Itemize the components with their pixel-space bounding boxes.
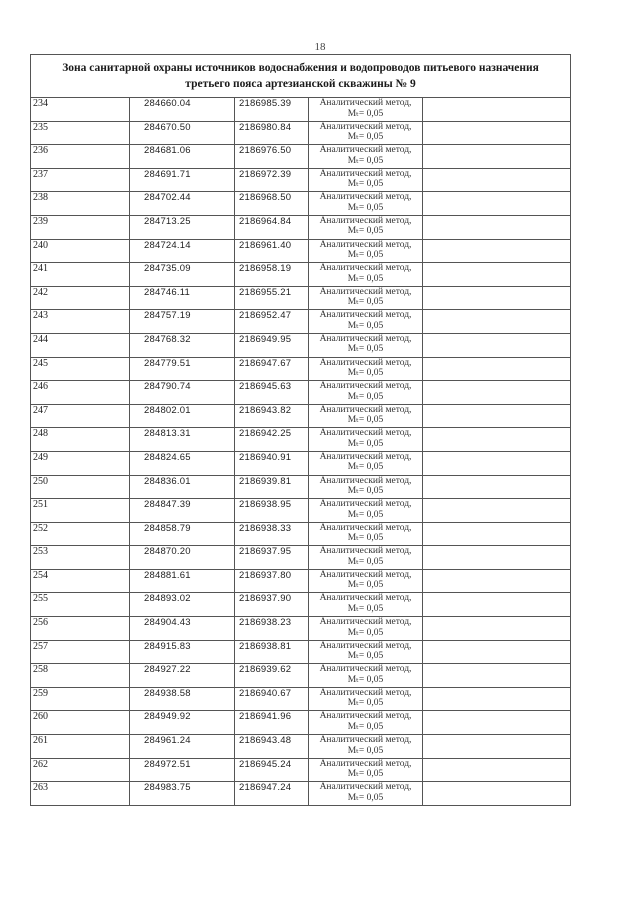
method-cell [309,711,423,735]
empty-cell [423,475,571,499]
table-row [31,569,571,593]
coordinate-y: 2186940.67 [235,687,309,711]
accuracy-value: Mₜ= 0,05 [347,509,384,520]
accuracy-value: Mₜ= 0,05 [347,179,384,190]
method-label: Аналитический метод, [319,711,412,722]
coordinate-x: 284713.25 [130,215,235,239]
table-row [31,782,571,806]
empty-cell [423,758,571,782]
method-cell [309,404,423,428]
accuracy-value: Mₜ= 0,05 [347,792,384,803]
coordinate-y: 2186938.95 [235,499,309,523]
point-number: 248 [31,428,130,452]
coordinate-y: 2186945.63 [235,381,309,405]
coordinate-x: 284927.22 [130,664,235,688]
method-cell [309,522,423,546]
table-row [31,428,571,452]
accuracy-value: Mₜ= 0,05 [347,273,384,284]
table-row [31,593,571,617]
point-number: 258 [31,664,130,688]
method-label: Аналитический метод, [319,546,412,557]
table-row [31,381,571,405]
empty-cell [423,499,571,523]
accuracy-value: Mₜ= 0,05 [347,226,384,237]
method-label: Аналитический метод, [319,239,412,250]
method-label: Аналитический метод, [319,215,412,226]
accuracy-value: Mₜ= 0,05 [347,155,384,166]
method-label: Аналитический метод, [319,404,412,415]
method-cell [309,640,423,664]
empty-cell [423,168,571,192]
point-number: 239 [31,215,130,239]
coordinate-y: 2186938.81 [235,640,309,664]
coordinate-x: 284746.11 [130,286,235,310]
table-row [31,687,571,711]
empty-cell [423,711,571,735]
point-number: 245 [31,357,130,381]
empty-cell [423,215,571,239]
empty-cell [423,381,571,405]
empty-cell [423,522,571,546]
empty-cell [423,310,571,334]
coordinate-y: 2186961.40 [235,239,309,263]
coordinate-x: 284893.02 [130,593,235,617]
coordinate-y: 2186937.80 [235,569,309,593]
table-title: Зона санитарной охраны источников водоснабжения и водопроводов питьевого назначения третьего пояса артезианской скважины № 9 [31,55,571,98]
method-cell [309,215,423,239]
method-label: Аналитический метод, [319,593,412,604]
empty-cell [423,286,571,310]
table-row [31,499,571,523]
accuracy-value: Mₜ= 0,05 [347,391,384,402]
empty-cell [423,428,571,452]
method-label: Аналитический метод, [319,286,412,297]
accuracy-value: Mₜ= 0,05 [347,297,384,308]
accuracy-value: Mₜ= 0,05 [347,415,384,426]
table-row [31,98,571,122]
table-row [31,145,571,169]
accuracy-value: Mₜ= 0,05 [347,603,384,614]
empty-cell [423,546,571,570]
method-cell [309,239,423,263]
empty-cell [423,687,571,711]
empty-cell [423,664,571,688]
point-number: 234 [31,98,130,122]
method-cell [309,121,423,145]
accuracy-value: Mₜ= 0,05 [347,368,384,379]
coordinate-x: 284735.09 [130,263,235,287]
accuracy-value: Mₜ= 0,05 [347,769,384,780]
coordinate-x: 284824.65 [130,451,235,475]
method-label: Аналитический метод, [319,310,412,321]
empty-cell [423,145,571,169]
method-label: Аналитический метод, [319,617,412,628]
accuracy-value: Mₜ= 0,05 [347,533,384,544]
coordinate-x: 284779.51 [130,357,235,381]
coordinate-x: 284724.14 [130,239,235,263]
coordinate-x: 284768.32 [130,333,235,357]
coordinate-y: 2186947.24 [235,782,309,806]
empty-cell [423,404,571,428]
method-cell [309,569,423,593]
coordinate-y: 2186949.95 [235,333,309,357]
point-number: 262 [31,758,130,782]
table-row [31,451,571,475]
table-row [31,617,571,641]
method-label: Аналитический метод, [319,168,412,179]
table-row [31,735,571,759]
accuracy-value: Mₜ= 0,05 [347,486,384,496]
coordinate-y: 2186955.21 [235,286,309,310]
accuracy-value: Mₜ= 0,05 [347,202,384,213]
coordinate-y: 2186939.81 [235,475,309,499]
table-row [31,475,571,499]
method-label: Аналитический метод, [319,687,412,698]
coordinate-y: 2186938.23 [235,617,309,641]
method-label: Аналитический метод, [319,640,412,651]
table-row [31,239,571,263]
method-cell [309,333,423,357]
table-row [31,263,571,287]
coordinate-x: 284847.39 [130,499,235,523]
accuracy-value: Mₜ= 0,05 [347,132,384,143]
point-number: 256 [31,617,130,641]
method-label: Аналитический метод, [319,98,412,108]
point-number: 261 [31,735,130,759]
method-cell [309,145,423,169]
method-label: Аналитический метод, [319,475,412,486]
accuracy-value: Mₜ= 0,05 [347,250,384,261]
method-cell [309,168,423,192]
coordinate-x: 284691.71 [130,168,235,192]
coordinate-y: 2186952.47 [235,310,309,334]
coordinate-y: 2186942.25 [235,428,309,452]
method-label: Аналитический метод, [319,782,412,793]
point-number: 259 [31,687,130,711]
table-row [31,404,571,428]
coordinate-y: 2186940.91 [235,451,309,475]
coordinate-x: 284938.58 [130,687,235,711]
method-cell [309,593,423,617]
coordinate-y: 2186943.82 [235,404,309,428]
accuracy-value: Mₜ= 0,05 [347,108,384,119]
method-cell [309,617,423,641]
coordinate-y: 2186985.39 [235,98,309,122]
coordinate-y: 2186937.95 [235,546,309,570]
coordinate-x: 284660.04 [130,98,235,122]
method-cell [309,664,423,688]
table-row [31,711,571,735]
method-label: Аналитический метод, [319,121,412,132]
accuracy-value: Mₜ= 0,05 [347,462,384,473]
point-number: 238 [31,192,130,216]
point-number: 254 [31,569,130,593]
coordinate-x: 284836.01 [130,475,235,499]
coordinate-x: 284757.19 [130,310,235,334]
method-label: Аналитический метод, [319,333,412,344]
accuracy-value: Mₜ= 0,05 [347,344,384,355]
point-number: 240 [31,239,130,263]
coordinate-x: 284681.06 [130,145,235,169]
page-number: 18 [314,41,326,53]
point-number: 255 [31,593,130,617]
table-row [31,310,571,334]
method-cell [309,499,423,523]
method-cell [309,735,423,759]
table-row [31,357,571,381]
point-number: 252 [31,522,130,546]
empty-cell [423,192,571,216]
coordinate-y: 2186968.50 [235,192,309,216]
method-label: Аналитический метод, [319,758,412,769]
point-number: 235 [31,121,130,145]
point-number: 251 [31,499,130,523]
point-number: 237 [31,168,130,192]
method-cell [309,758,423,782]
table-row [31,640,571,664]
method-cell [309,687,423,711]
method-label: Аналитический метод, [319,735,412,746]
empty-cell [423,239,571,263]
table-row [31,758,571,782]
accuracy-value: Mₜ= 0,05 [347,580,384,591]
empty-cell [423,782,571,806]
coordinate-y: 2186939.62 [235,664,309,688]
accuracy-value: Mₜ= 0,05 [347,556,384,567]
point-number: 260 [31,711,130,735]
coordinate-y: 2186943.48 [235,735,309,759]
point-number: 244 [31,333,130,357]
method-label: Аналитический метод, [319,451,412,462]
table-row [31,215,571,239]
coordinate-x: 284881.61 [130,569,235,593]
coordinate-x: 284790.74 [130,381,235,405]
coordinate-x: 284670.50 [130,121,235,145]
method-cell [309,357,423,381]
empty-cell [423,569,571,593]
point-number: 257 [31,640,130,664]
coordinate-x: 284983.75 [130,782,235,806]
method-label: Аналитический метод, [319,522,412,533]
accuracy-value: Mₜ= 0,05 [347,627,384,638]
method-cell [309,451,423,475]
coordinate-x: 284904.43 [130,617,235,641]
method-cell [309,98,423,122]
accuracy-value: Mₜ= 0,05 [347,651,384,662]
coordinate-y: 2186972.39 [235,168,309,192]
coordinate-y: 2186945.24 [235,758,309,782]
table-header-row [31,55,571,98]
coordinates-table [30,54,571,806]
coordinate-x: 284702.44 [130,192,235,216]
point-number: 241 [31,263,130,287]
coordinate-y: 2186976.50 [235,145,309,169]
coordinate-y: 2186937.90 [235,593,309,617]
point-number: 263 [31,782,130,806]
coordinate-x: 284961.24 [130,735,235,759]
method-cell [309,381,423,405]
method-cell [309,546,423,570]
point-number: 236 [31,145,130,169]
method-cell [309,192,423,216]
point-number: 243 [31,310,130,334]
method-cell [309,782,423,806]
method-label: Аналитический метод, [319,664,412,675]
table-row [31,522,571,546]
method-cell [309,286,423,310]
coordinate-x: 284858.79 [130,522,235,546]
accuracy-value: Mₜ= 0,05 [347,438,384,449]
coordinate-y: 2186938.33 [235,522,309,546]
accuracy-value: Mₜ= 0,05 [347,745,384,756]
empty-cell [423,263,571,287]
empty-cell [423,333,571,357]
accuracy-value: Mₜ= 0,05 [347,698,384,709]
empty-cell [423,617,571,641]
point-number: 246 [31,381,130,405]
point-number: 249 [31,451,130,475]
table-row [31,121,571,145]
table-row [31,546,571,570]
coordinate-y: 2186964.84 [235,215,309,239]
coordinate-x: 284870.20 [130,546,235,570]
method-label: Аналитический метод, [319,145,412,156]
accuracy-value: Mₜ= 0,05 [347,674,384,685]
method-label: Аналитический метод, [319,357,412,368]
table-row [31,333,571,357]
coordinate-y: 2186947.67 [235,357,309,381]
coordinate-y: 2186941.96 [235,711,309,735]
accuracy-value: Mₜ= 0,05 [347,320,384,331]
coordinate-y: 2186980.84 [235,121,309,145]
method-cell [309,310,423,334]
empty-cell [423,640,571,664]
method-cell [309,263,423,287]
coordinate-x: 284949.92 [130,711,235,735]
method-cell [309,475,423,499]
coordinate-x: 284802.01 [130,404,235,428]
empty-cell [423,451,571,475]
method-label: Аналитический метод, [319,192,412,203]
empty-cell [423,593,571,617]
method-cell [309,428,423,452]
empty-cell [423,121,571,145]
table-row [31,286,571,310]
method-label: Аналитический метод, [319,569,412,580]
method-label: Аналитический метод, [319,381,412,392]
coordinate-x: 284915.83 [130,640,235,664]
coordinate-x: 284972.51 [130,758,235,782]
empty-cell [423,357,571,381]
empty-cell [423,735,571,759]
point-number: 250 [31,475,130,499]
point-number: 242 [31,286,130,310]
method-label: Аналитический метод, [319,499,412,510]
table-row [31,192,571,216]
coordinate-x: 284813.31 [130,428,235,452]
empty-cell [423,98,571,122]
point-number: 253 [31,546,130,570]
table-row [31,168,571,192]
method-label: Аналитический метод, [319,428,412,439]
accuracy-value: Mₜ= 0,05 [347,721,384,732]
coordinate-y: 2186958.19 [235,263,309,287]
point-number: 247 [31,404,130,428]
method-label: Аналитический метод, [319,263,412,274]
table-row [31,664,571,688]
